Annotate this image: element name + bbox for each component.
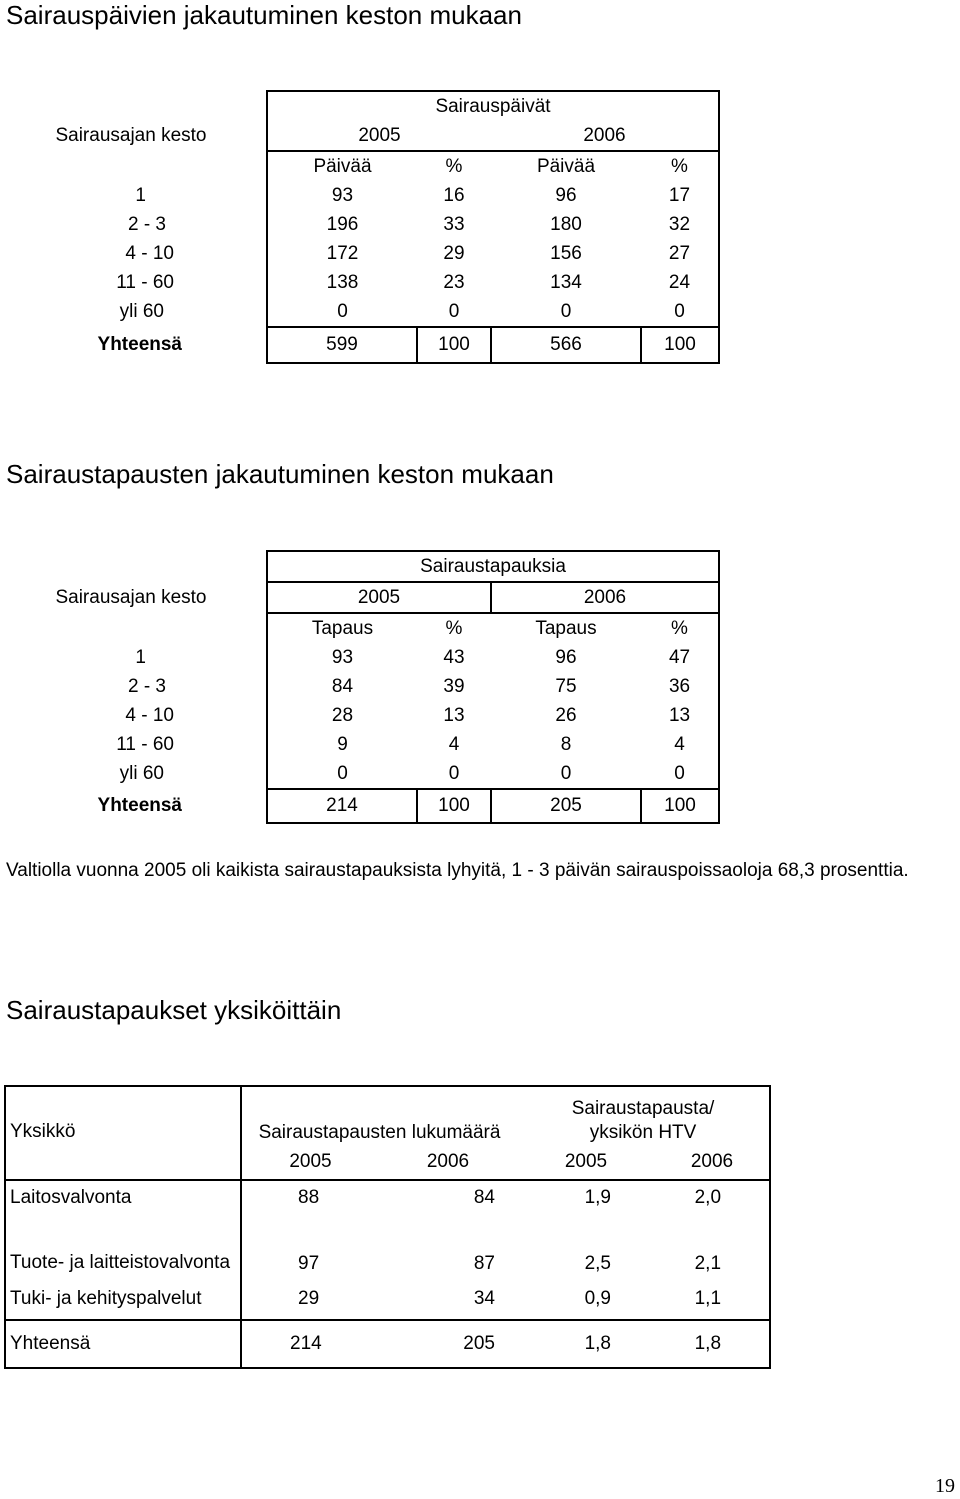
table-row: Tuote- ja laitteistovalvonta 97 87 2,5 2,1 [5,1215,770,1279]
section3-title: Sairaustapaukset yksiköittäin [6,995,342,1025]
page-number: 19 [935,1475,955,1497]
table-row: 4 - 10 28 13 26 13 [6,701,719,730]
unit-header: Yksikkö [5,1086,241,1145]
subheader: % [445,617,463,639]
table-row: 11 - 60 138 23 134 24 [6,268,719,297]
units-table [4,1085,771,1369]
table-row: Laitosvalvonta 88 84 1,9 2,0 [5,1180,770,1215]
table-row: 1 93 16 96 17 [6,181,719,210]
year-header: 2005 [241,1145,379,1180]
year-header: 2006 [491,121,719,151]
table-row: 4 - 10 172 29 156 27 [6,239,719,268]
table-row: 1 93 43 96 47 [6,643,719,672]
group-header: Sairauspäivät [267,91,719,121]
year-header: 2005 [517,1145,655,1180]
table-row: 2 - 3 84 39 75 36 [6,672,719,701]
year-header: 2006 [655,1145,770,1180]
table-row: yli 60 0 0 0 0 [6,297,719,327]
subheader: % [641,151,719,181]
year-header: 2006 [491,582,719,613]
subheader: Tapaus [267,613,417,643]
group-header: Sairaustapausta/ yksikön HTV [517,1086,770,1145]
table-row: Tuki- ja kehityspalvelut 29 34 0,9 1,1 [5,1279,770,1320]
sick-cases-table [6,550,720,824]
section1-title: Sairauspäivien jakautuminen keston mukaan [6,0,522,30]
table-row: 2 - 3 196 33 180 32 [6,210,719,239]
year-header: 2005 [267,582,491,613]
subheader: Päivää [267,151,417,181]
subheader: Päivää [536,155,596,177]
total-row: Yhteensä 599 100 566 100 [6,327,719,363]
subheader: Tapaus [535,617,597,639]
year-header: 2005 [267,121,491,151]
summary-paragraph: Valtiolla vuonna 2005 oli kaikista sairaustapauksista lyhyitä, 1 - 3 päivän sairauspoissaoloja 68,3 prosenttia. [6,860,909,881]
table-row: 11 - 60 9 4 8 4 [6,730,719,759]
year-header: 2006 [379,1145,517,1180]
section2-title: Sairaustapausten jakautuminen keston mukaan [6,459,554,489]
sick-days-table [6,90,720,364]
group-header: Sairaustapauksia [267,551,719,582]
subheader: % [445,155,463,177]
subheader: % [641,613,719,643]
row-header: Sairausajan kesto [55,586,207,608]
total-row: Yhteensä 214 205 1,8 1,8 [5,1320,770,1368]
group-header: Sairaustapausten lukumäärä [241,1086,517,1145]
total-row: Yhteensä 214 100 205 100 [6,789,719,823]
row-header: Sairausajan kesto [55,125,207,146]
table-row: yli 60 0 0 0 0 [6,759,719,789]
